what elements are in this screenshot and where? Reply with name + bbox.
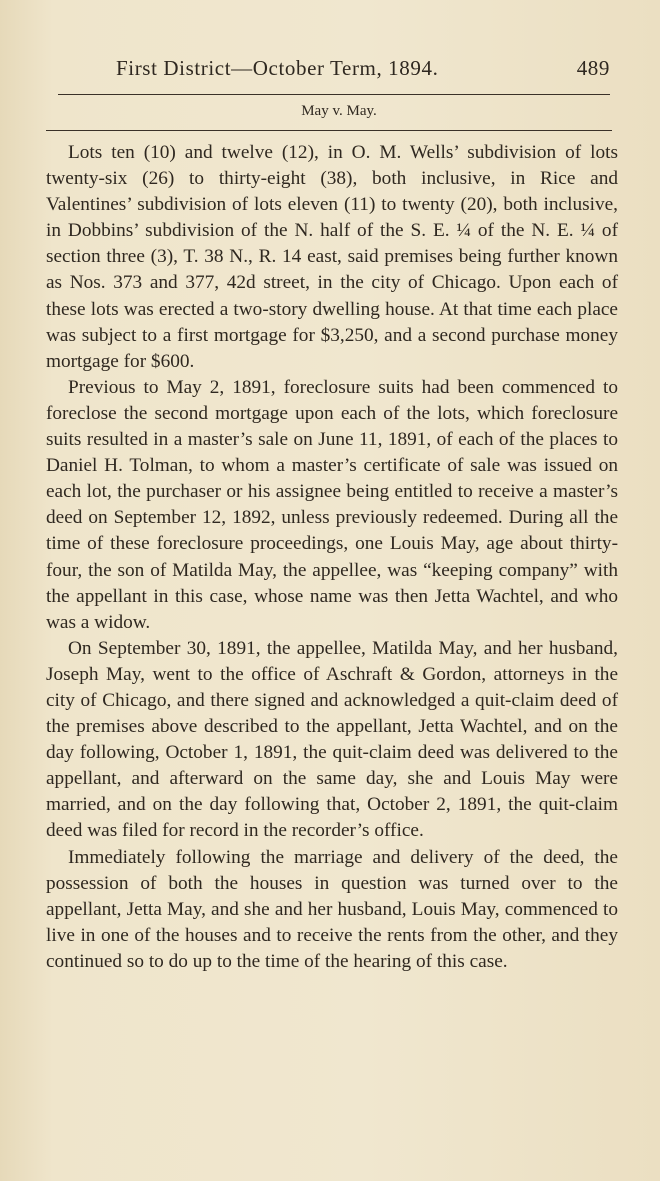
running-header — [112, 54, 612, 84]
case-title: May v. May. — [301, 103, 377, 119]
body-text — [46, 140, 618, 975]
paragraph: Lots ten (10) and twelve (12), in O. M. Wells’ subdivision of lots twenty-six (26) to thirty-eight (38), both inclusive, in Rice and Valentines’ subdivision of lots eleven (11) to twenty (20), both inclusive, in Dobbins’ subdivision of the N. half of the S. E. ¼ of the N. E. ¼ of section three (3), T. 38 N., R. 14 east, said premises being further known as Nos. 373 and 377, 42d street, in the city of Chicago. Upon each of these lots was erected a two-story dwelling house. At that time each place was subject to a first mortgage for $3,250, and a second purchase money mortgage for $600. — [46, 142, 618, 372]
paragraph: Immediately following the marriage and delivery of the deed, the possession of both the houses in question was turned over to the appellant, Jetta May, and she and her husband, Louis May, commenced to live in one of the houses and to receive the rents from the other, and they continued so to do up to the time of the hearing of this case. — [46, 846, 618, 972]
paragraph: On September 30, 1891, the appellee, Matilda May, and her husband, Joseph May, went to the office of Aschraft & Gordon, attorneys in the city of Chicago, and there signed and acknowledged a quit-claim deed of the premises above described to the appellant, Jetta Wachtel, and on the day following, October 1, 1891, the quit-claim deed was delivered to the appellant, and afterward on the same day, she and Louis May were married, and on the day following that, October 2, 1891, the quit-claim deed was filed for record in the recorder’s office. — [46, 637, 618, 842]
paragraph: Previous to May 2, 1891, foreclosure suits had been commenced to foreclose the second mortgage upon each of the lots, which foreclosure suits resulted in a master’s sale on June 11, 1891, of each of the places to Daniel H. Tolman, to whom a master’s certificate of sale was issued on each lot, the purchaser or his assignee being entitled to receive a master’s deed on September 12, 1892, unless previously redeemed. During all the time of these foreclosure proceedings, one Louis May, age about thirty-four, the son of Matilda May, the appellee, was “keeping company” with the appellant in this case, whose name was then Jetta Wachtel, and who was a widow. — [46, 376, 618, 633]
header-title: First District—October Term, 1894. — [116, 56, 439, 80]
page-number: 489 — [576, 56, 610, 80]
header-rule — [58, 94, 610, 95]
case-title-rule — [46, 130, 612, 131]
